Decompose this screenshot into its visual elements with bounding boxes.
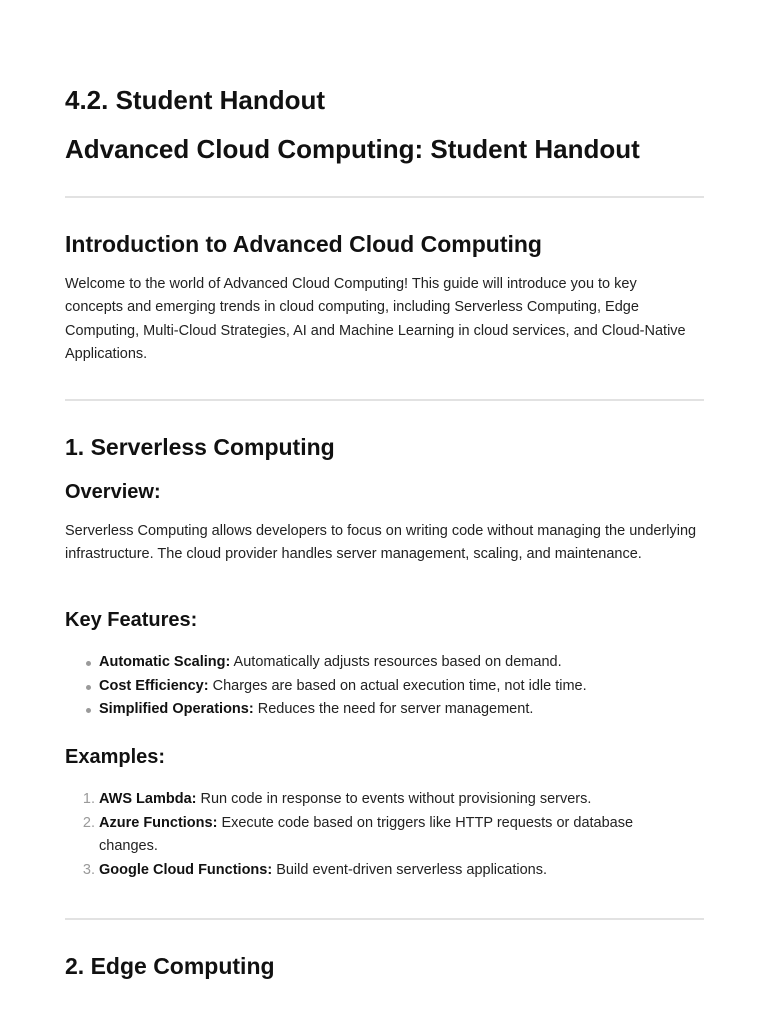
list-number: 3. (82, 861, 95, 878)
list-item-text (99, 791, 591, 807)
key-features-list (65, 651, 685, 722)
edge-computing-heading: 2. Edge Computing (65, 953, 275, 979)
list-number: 1. (82, 791, 95, 807)
list-item-text (99, 701, 533, 717)
key-features-heading: Key Features: (65, 609, 198, 631)
list-item (65, 651, 685, 675)
section-title: 4.2. Student Handout (65, 85, 325, 115)
overview-heading: Overview: (65, 481, 161, 503)
serverless-heading: 1. Serverless Computing (65, 434, 335, 460)
example-description: Execute code based on triggers like HTTP requests or database changes. (99, 814, 634, 855)
divider (65, 399, 704, 401)
example-term: Google Cloud Functions: (99, 861, 273, 878)
list-item (65, 812, 685, 859)
example-description: Run code in response to events without provisioning servers. (196, 791, 592, 807)
feature-description: Automatically adjusts resources based on demand. (230, 654, 562, 670)
bullet-icon (86, 661, 91, 666)
list-item (65, 788, 685, 812)
feature-term: Simplified Operations: (99, 701, 254, 718)
list-item-text (99, 678, 587, 694)
document-title: Advanced Cloud Computing: Student Handout (65, 134, 640, 164)
list-number: 2. (82, 814, 95, 831)
divider (65, 196, 704, 198)
examples-heading: Examples: (65, 746, 166, 768)
list-item-text (99, 862, 547, 878)
feature-description: Reduces the need for server management. (253, 701, 534, 718)
examples-list (65, 788, 685, 882)
feature-term: Cost Efficiency: (99, 677, 209, 694)
bullet-icon (86, 685, 91, 690)
intro-paragraph: Welcome to the world of Advanced Cloud Computing! This guide will introduce you to key concepts and emerging trends in cloud computing, including Serverless Computing, Edge Computing, Multi-Cloud Strategies, AI and Machine Learning in cloud services, and Cloud-Native Applications. (65, 276, 686, 362)
list-item-text (99, 654, 562, 670)
example-term: AWS Lambda: (99, 791, 197, 807)
list-item (65, 698, 685, 722)
list-item (65, 859, 685, 883)
feature-description: Charges are based on actual execution time, not idle time. (208, 677, 587, 694)
intro-heading: Introduction to Advanced Cloud Computing (65, 231, 542, 257)
example-description: Build event-driven serverless applications. (272, 861, 547, 878)
example-term: Azure Functions: (99, 814, 218, 831)
list-item-text (99, 815, 633, 855)
list-item (65, 675, 685, 699)
overview-paragraph: Serverless Computing allows developers to focus on writing code without managing the underlying infrastructure. The cloud provider handles server management, scaling, and maintenance. (65, 523, 697, 563)
bullet-icon (86, 708, 91, 713)
feature-term: Automatic Scaling: (99, 654, 231, 670)
divider (65, 918, 704, 920)
